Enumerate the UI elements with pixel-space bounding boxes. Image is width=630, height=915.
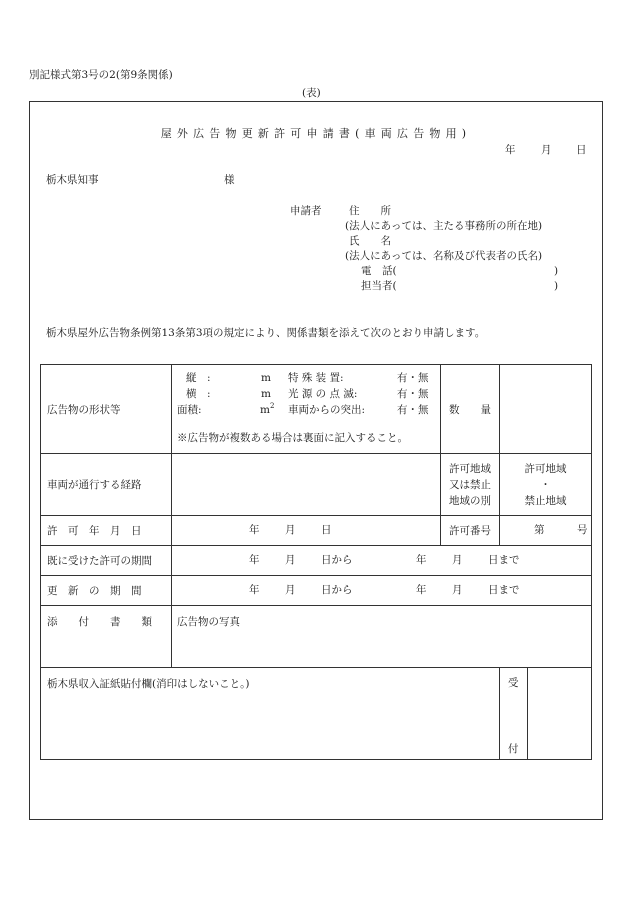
address-note: (法人にあっては、主たる事務所の所在地) — [345, 220, 543, 232]
row-permit-date — [41, 516, 592, 546]
zone-options: 許可地域 ・ 禁止地域 — [500, 454, 592, 516]
row-prev-period — [41, 546, 592, 576]
reception-label: 受 付 — [500, 668, 528, 760]
route-label: 車両が通行する経路 — [41, 454, 172, 516]
zone-type-label: 許可地域 又は禁止 地域の別 — [441, 454, 500, 516]
attachments-label: 添 付 書 類 — [41, 606, 172, 668]
contact-close: ) — [554, 280, 559, 292]
row-route — [41, 454, 592, 516]
row-shape — [41, 365, 592, 454]
prev-period-value[interactable]: 年 月 日から 年 月 日まで — [172, 546, 592, 576]
stamp-area — [41, 668, 500, 760]
form-title: 屋外広告物更新許可申請書(車両広告物用) — [160, 127, 472, 140]
attachments-value: 広告物の写真 — [172, 606, 592, 668]
permit-number-label: 許可番号 — [441, 516, 500, 546]
light-blink-label: 光 源 の 点 滅: — [288, 388, 358, 400]
reception-stamp-box[interactable] — [528, 668, 592, 760]
form-side: (表) — [302, 87, 321, 99]
protrusion-label: 車両からの突出: — [288, 404, 366, 416]
addressee-honorific: 様 — [224, 174, 235, 186]
horizontal-label: 横 : — [186, 388, 211, 400]
permit-date-value[interactable]: 年 月 日 — [172, 516, 441, 546]
row-attachments — [41, 606, 592, 668]
phone-close: ) — [554, 265, 559, 277]
area-unit: $m^2$ — [260, 402, 275, 416]
prev-period-label: 既に受けた許可の期間 — [41, 546, 172, 576]
form-number: 別記様式第3号の2(第9条関係) — [29, 69, 173, 81]
phone-label: 電 話( — [361, 265, 397, 277]
name-label: 氏 名 — [349, 235, 391, 247]
protrusion-yes-no: 有・無 — [397, 404, 429, 416]
date-year: 年 — [505, 144, 516, 156]
renewal-period-label: 更 新 の 期 間 — [41, 576, 172, 606]
quantity-value[interactable] — [500, 365, 592, 454]
addressee-name: 栃木県知事 — [46, 174, 99, 186]
date-day: 日 — [576, 144, 587, 156]
special-device-yes-no: 有・無 — [397, 372, 429, 384]
stamp-label: 栃木県収入証紙貼付欄(消印はしないこと。) — [47, 678, 250, 690]
application-table — [40, 364, 592, 760]
shape-label: 広告物の形状等 — [41, 365, 172, 454]
horizontal-unit: m — [261, 388, 271, 400]
statement: 栃木県屋外広告物条例第13条第3項の規定により、関係書類を添えて次のとおり申請します。 — [46, 327, 486, 339]
permit-number-value[interactable]: 第 号 — [500, 516, 592, 546]
route-value[interactable] — [172, 454, 441, 516]
vertical-label: 縦 : — [186, 372, 211, 384]
shape-details-cell — [172, 365, 441, 454]
permit-date-label: 許 可 年 月 日 — [41, 516, 172, 546]
area-label: 面積: — [177, 404, 202, 416]
applicant-label: 申請者 — [290, 205, 322, 217]
date-month: 月 — [541, 144, 552, 156]
renewal-period-value[interactable]: 年 月 日から 年 月 日まで — [172, 576, 592, 606]
light-blink-yes-no: 有・無 — [397, 388, 429, 400]
vertical-unit: m — [261, 372, 271, 384]
name-note: (法人にあっては、名称及び代表者の氏名) — [345, 250, 543, 262]
contact-label: 担当者( — [361, 280, 397, 292]
row-stamp — [41, 668, 592, 760]
address-label: 住 所 — [349, 205, 391, 217]
row-renewal-period — [41, 576, 592, 606]
special-device-label: 特 殊 装 置: — [288, 372, 344, 384]
multiple-note: ※広告物が複数ある場合は裏面に記入すること。 — [177, 432, 408, 444]
quantity-label: 数 量 — [441, 365, 500, 454]
